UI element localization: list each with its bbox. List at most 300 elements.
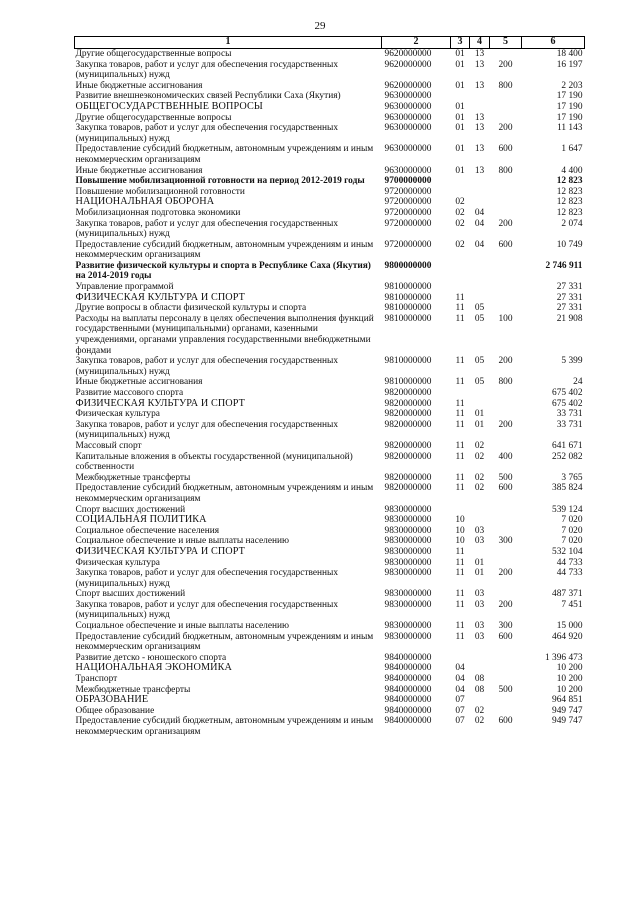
row-name: Закупка товаров, работ и услуг для обеспечения государственных (муниципальных) нужд bbox=[75, 218, 339, 240]
row-vr-code bbox=[490, 208, 522, 219]
row-amount: 27 331 bbox=[556, 282, 583, 293]
page-number: 29 bbox=[314, 20, 326, 32]
row-kcsr-code: 9700000000 bbox=[384, 176, 432, 187]
row-amount: 252 082 bbox=[552, 451, 583, 462]
table-row bbox=[75, 483, 585, 504]
row-pr-code: 01 bbox=[474, 568, 485, 579]
row-amount: 15 000 bbox=[556, 621, 583, 632]
row-vr-code bbox=[490, 589, 522, 600]
row-name: Массовый спорт bbox=[75, 440, 142, 451]
row-rz-code: 02 bbox=[455, 239, 465, 250]
row-kcsr-code: 9820000000 bbox=[384, 409, 432, 420]
row-vr-code: 400 bbox=[498, 451, 513, 462]
row-name: Транспорт bbox=[75, 674, 118, 685]
row-pr-code: 04 bbox=[474, 218, 485, 229]
row-amount: 44 733 bbox=[556, 557, 583, 568]
table-row bbox=[75, 102, 585, 113]
row-amount: 964 851 bbox=[552, 695, 583, 706]
row-rz-code: 02 bbox=[455, 197, 465, 208]
row-amount: 27 331 bbox=[556, 303, 583, 314]
row-pr-code bbox=[470, 176, 490, 187]
row-rz-code: 11 bbox=[455, 292, 465, 303]
row-vr-code bbox=[490, 293, 522, 304]
table-row bbox=[75, 197, 585, 208]
row-pr-code: 05 bbox=[474, 377, 485, 388]
row-rz-code: 01 bbox=[455, 165, 465, 176]
row-pr-code: 13 bbox=[474, 80, 485, 91]
row-name: Другие вопросы в области физической культуры и спорта bbox=[75, 303, 307, 314]
row-kcsr-code: 9630000000 bbox=[384, 123, 432, 134]
row-rz-code: 01 bbox=[455, 123, 465, 134]
row-rz-code: 07 bbox=[455, 716, 465, 727]
row-amount: 44 733 bbox=[556, 568, 583, 579]
row-vr-code: 200 bbox=[498, 218, 513, 229]
table-row bbox=[75, 558, 585, 569]
row-name: Мобилизационная подготовка экономики bbox=[75, 207, 241, 218]
table-row bbox=[75, 473, 585, 484]
row-rz-code: 01 bbox=[455, 59, 465, 70]
row-vr-code bbox=[490, 706, 522, 717]
row-kcsr-code: 9800000000 bbox=[384, 260, 432, 271]
row-name: НАЦИОНАЛЬНАЯ ОБОРОНА bbox=[75, 196, 215, 208]
row-vr-code bbox=[490, 558, 522, 569]
row-pr-code: 02 bbox=[474, 716, 485, 727]
row-kcsr-code: 9810000000 bbox=[384, 292, 432, 303]
row-pr-code bbox=[470, 505, 490, 516]
row-pr-code: 05 bbox=[474, 303, 485, 314]
row-kcsr-code: 9810000000 bbox=[384, 356, 432, 367]
row-rz-code: 11 bbox=[455, 599, 465, 610]
row-amount: 7 020 bbox=[561, 525, 583, 536]
table-row bbox=[75, 388, 585, 399]
row-name: Другие общегосударственные вопросы bbox=[75, 112, 232, 123]
row-pr-code: 13 bbox=[474, 144, 485, 155]
row-amount: 33 731 bbox=[556, 419, 583, 430]
col-header-rz: 3 bbox=[451, 37, 470, 49]
row-name: Социальное обеспечение населения bbox=[75, 525, 220, 536]
row-amount: 675 402 bbox=[552, 388, 583, 398]
row-amount: 17 190 bbox=[556, 101, 583, 112]
row-pr-code bbox=[470, 388, 490, 399]
table-row bbox=[75, 568, 585, 589]
row-rz-code: 11 bbox=[455, 483, 465, 494]
row-kcsr-code: 9720000000 bbox=[384, 186, 432, 197]
row-rz-code: 04 bbox=[455, 684, 465, 695]
row-kcsr-code: 9840000000 bbox=[384, 695, 432, 706]
row-amount: 24 bbox=[573, 377, 583, 388]
row-rz-code bbox=[451, 176, 470, 187]
row-name: Развитие внешнеэкономических связей Республики Саха (Якутия) bbox=[75, 91, 341, 102]
row-kcsr-code: 9820000000 bbox=[384, 388, 432, 398]
row-vr-code bbox=[490, 102, 522, 113]
row-vr-code bbox=[490, 515, 522, 526]
col-header-vr: 5 bbox=[490, 37, 522, 49]
row-kcsr-code: 9830000000 bbox=[384, 599, 432, 610]
row-name: Спорт высших достижений bbox=[75, 504, 186, 515]
row-rz-code: 10 bbox=[455, 536, 465, 547]
row-kcsr-code: 9830000000 bbox=[384, 525, 432, 536]
row-rz-code: 11 bbox=[455, 409, 465, 420]
row-pr-code bbox=[470, 663, 490, 674]
row-name: Закупка товаров, работ и услуг для обеспечения государственных (муниципальных) нужд bbox=[75, 599, 339, 621]
row-kcsr-code: 9840000000 bbox=[384, 674, 432, 685]
row-name: Межбюджетные трансферты bbox=[75, 472, 191, 483]
row-amount: 1 647 bbox=[561, 144, 583, 155]
row-amount: 18 400 bbox=[556, 49, 583, 59]
row-pr-code: 02 bbox=[474, 705, 485, 716]
row-kcsr-code: 9840000000 bbox=[384, 663, 432, 674]
row-vr-code bbox=[490, 526, 522, 537]
row-vr-code bbox=[490, 653, 522, 664]
row-name: Предоставление субсидий бюджетным, автономным учреждениям и иным некоммерческим организациям bbox=[75, 716, 374, 737]
col-header-pr: 4 bbox=[470, 37, 490, 49]
row-vr-code: 600 bbox=[498, 144, 513, 155]
table-row bbox=[75, 60, 585, 81]
row-amount: 539 124 bbox=[552, 504, 583, 515]
row-kcsr-code: 9840000000 bbox=[384, 716, 432, 727]
row-kcsr-code: 9830000000 bbox=[384, 515, 432, 526]
row-pr-code: 13 bbox=[474, 49, 485, 59]
table-row bbox=[75, 600, 585, 621]
table-row bbox=[75, 663, 585, 674]
table-row bbox=[75, 420, 585, 441]
row-amount: 5 399 bbox=[561, 356, 583, 367]
row-pr-code bbox=[470, 197, 490, 208]
row-amount: 464 920 bbox=[552, 631, 583, 642]
row-name: ОБРАЗОВАНИЕ bbox=[75, 694, 149, 706]
table-row bbox=[75, 441, 585, 452]
row-kcsr-code: 9810000000 bbox=[384, 377, 432, 388]
row-name: НАЦИОНАЛЬНАЯ ЭКОНОМИКА bbox=[75, 662, 232, 674]
row-name: ОБЩЕГОСУДАРСТВЕННЫЕ ВОПРОСЫ bbox=[75, 100, 263, 112]
row-rz-code: 11 bbox=[455, 303, 465, 314]
row-pr-code: 03 bbox=[474, 589, 485, 600]
row-name: Предоставление субсидий бюджетным, автономным учреждениям и иным некоммерческим организациям bbox=[75, 483, 374, 504]
row-pr-code: 02 bbox=[474, 483, 485, 494]
row-pr-code: 02 bbox=[474, 451, 485, 462]
table-row bbox=[75, 49, 585, 60]
budget-table bbox=[74, 36, 585, 738]
row-kcsr-code: 9630000000 bbox=[384, 144, 432, 155]
row-rz-code: 11 bbox=[455, 356, 465, 367]
table-row bbox=[75, 685, 585, 696]
row-name: Развитие детско - юношеского спорта bbox=[75, 652, 227, 663]
row-amount: 10 200 bbox=[556, 674, 583, 685]
row-rz-code: 04 bbox=[455, 674, 465, 685]
row-name: Физическая культура bbox=[75, 557, 160, 568]
row-vr-code: 200 bbox=[498, 599, 513, 610]
row-kcsr-code: 9820000000 bbox=[384, 398, 432, 409]
row-vr-code: 800 bbox=[498, 80, 513, 91]
row-rz-code: 02 bbox=[455, 218, 465, 229]
row-rz-code: 11 bbox=[455, 589, 465, 600]
row-kcsr-code: 9720000000 bbox=[384, 218, 432, 229]
row-name: СОЦИАЛЬНАЯ ПОЛИТИКА bbox=[75, 514, 207, 526]
row-rz-code bbox=[451, 505, 470, 516]
table-row bbox=[75, 123, 585, 144]
row-rz-code: 11 bbox=[455, 313, 465, 324]
row-name: ФИЗИЧЕСКАЯ КУЛЬТУРА И СПОРТ bbox=[75, 291, 245, 303]
row-kcsr-code: 9830000000 bbox=[384, 557, 432, 568]
row-name: Предоставление субсидий бюджетным, автономным учреждениям и иным некоммерческим организациям bbox=[75, 239, 374, 261]
row-vr-code: 200 bbox=[498, 356, 513, 367]
row-name: Иные бюджетные ассигнования bbox=[75, 80, 203, 91]
row-rz-code: 11 bbox=[455, 557, 465, 568]
row-pr-code: 04 bbox=[474, 207, 485, 218]
table-row bbox=[75, 166, 585, 177]
row-rz-code: 02 bbox=[455, 207, 465, 218]
row-pr-code: 02 bbox=[474, 440, 485, 451]
row-pr-code bbox=[470, 547, 490, 558]
row-amount: 17 190 bbox=[556, 91, 583, 102]
row-rz-code: 11 bbox=[455, 568, 465, 579]
row-pr-code: 05 bbox=[474, 313, 485, 324]
row-pr-code: 13 bbox=[474, 123, 485, 134]
table-row bbox=[75, 409, 585, 420]
table-body bbox=[75, 49, 585, 738]
row-amount: 17 190 bbox=[556, 112, 583, 123]
table-row bbox=[75, 695, 585, 706]
row-amount: 385 824 bbox=[552, 483, 583, 494]
row-amount: 949 747 bbox=[552, 716, 583, 727]
row-pr-code: 03 bbox=[474, 621, 485, 632]
row-pr-code: 03 bbox=[474, 631, 485, 642]
table-row bbox=[75, 356, 585, 377]
row-rz-code: 10 bbox=[455, 525, 465, 536]
col-header-kcsr: 2 bbox=[382, 37, 451, 49]
row-amount: 12 823 bbox=[556, 186, 583, 197]
row-vr-code: 600 bbox=[498, 483, 513, 494]
row-vr-code bbox=[490, 197, 522, 208]
table-row bbox=[75, 208, 585, 219]
row-rz-code: 01 bbox=[455, 80, 465, 91]
row-name: Другие общегосударственные вопросы bbox=[75, 49, 232, 59]
row-kcsr-code: 9810000000 bbox=[384, 303, 432, 314]
row-rz-code: 01 bbox=[455, 101, 465, 112]
row-vr-code bbox=[490, 388, 522, 399]
row-vr-code bbox=[490, 663, 522, 674]
table-row bbox=[75, 706, 585, 717]
row-pr-code: 03 bbox=[474, 599, 485, 610]
row-amount: 12 823 bbox=[556, 176, 583, 187]
row-rz-code: 11 bbox=[455, 440, 465, 451]
row-amount: 11 143 bbox=[557, 123, 583, 134]
row-kcsr-code: 9720000000 bbox=[384, 207, 432, 218]
row-name: ФИЗИЧЕСКАЯ КУЛЬТУРА И СПОРТ bbox=[75, 397, 245, 409]
row-kcsr-code: 9630000000 bbox=[384, 165, 432, 176]
row-pr-code: 01 bbox=[474, 419, 485, 430]
row-pr-code: 03 bbox=[474, 536, 485, 547]
row-rz-code: 01 bbox=[455, 49, 465, 59]
row-amount: 33 731 bbox=[556, 409, 583, 420]
table-row bbox=[75, 293, 585, 304]
row-vr-code bbox=[490, 303, 522, 314]
row-kcsr-code: 9820000000 bbox=[384, 440, 432, 451]
table-row bbox=[75, 113, 585, 124]
row-rz-code: 01 bbox=[455, 144, 465, 155]
row-rz-code: 01 bbox=[455, 112, 465, 123]
row-kcsr-code: 9830000000 bbox=[384, 568, 432, 579]
col-header-sum: 6 bbox=[522, 37, 585, 49]
row-kcsr-code: 9620000000 bbox=[384, 59, 432, 70]
row-pr-code: 08 bbox=[474, 674, 485, 685]
row-rz-code: 11 bbox=[455, 377, 465, 388]
col-header-name: 1 bbox=[75, 37, 382, 49]
row-pr-code bbox=[470, 399, 490, 410]
row-amount: 3 765 bbox=[561, 472, 583, 483]
row-name: Социальное обеспечение и иные выплаты населению bbox=[75, 536, 290, 547]
row-amount: 12 823 bbox=[556, 207, 583, 218]
row-vr-code bbox=[490, 261, 522, 282]
table-row bbox=[75, 261, 585, 282]
table-row bbox=[75, 399, 585, 410]
row-name: Предоставление субсидий бюджетным, автономным учреждениям и иным некоммерческим организациям bbox=[75, 144, 374, 165]
row-name: Закупка товаров, работ и услуг для обеспечения государственных (муниципальных) нужд bbox=[75, 419, 339, 441]
row-amount: 27 331 bbox=[556, 292, 583, 303]
row-vr-code: 100 bbox=[498, 313, 513, 324]
table-row bbox=[75, 303, 585, 314]
row-kcsr-code: 9820000000 bbox=[384, 419, 432, 430]
row-name: Спорт высших достижений bbox=[75, 589, 186, 600]
row-amount: 4 400 bbox=[561, 165, 583, 176]
row-amount: 10 200 bbox=[556, 663, 583, 674]
row-pr-code: 01 bbox=[474, 557, 485, 568]
row-pr-code: 04 bbox=[474, 239, 485, 250]
row-pr-code: 08 bbox=[474, 684, 485, 695]
table-row bbox=[75, 716, 585, 737]
row-amount: 675 402 bbox=[552, 398, 583, 409]
row-pr-code bbox=[470, 261, 490, 282]
row-rz-code: 11 bbox=[455, 472, 465, 483]
row-vr-code: 500 bbox=[498, 472, 513, 483]
row-rz-code: 11 bbox=[455, 451, 465, 462]
row-name: Общее образование bbox=[75, 705, 155, 716]
row-kcsr-code: 9830000000 bbox=[384, 631, 432, 642]
table-row bbox=[75, 515, 585, 526]
row-rz-code bbox=[451, 91, 470, 102]
row-kcsr-code: 9820000000 bbox=[384, 451, 432, 462]
row-pr-code bbox=[470, 293, 490, 304]
table-row bbox=[75, 674, 585, 685]
row-pr-code: 13 bbox=[474, 165, 485, 176]
row-vr-code: 800 bbox=[498, 165, 513, 176]
row-vr-code bbox=[490, 187, 522, 198]
row-rz-code bbox=[451, 388, 470, 399]
row-vr-code bbox=[490, 674, 522, 685]
row-amount: 21 908 bbox=[556, 313, 583, 324]
row-vr-code bbox=[490, 49, 522, 60]
row-pr-code bbox=[470, 653, 490, 664]
row-rz-code bbox=[451, 187, 470, 198]
row-amount: 532 104 bbox=[552, 546, 583, 557]
row-pr-code: 13 bbox=[474, 112, 485, 123]
row-amount: 7 451 bbox=[561, 599, 583, 610]
table-row bbox=[75, 632, 585, 653]
row-rz-code: 04 bbox=[455, 663, 465, 674]
table-row bbox=[75, 176, 585, 187]
row-name: Иные бюджетные ассигнования bbox=[75, 377, 203, 388]
row-rz-code bbox=[451, 653, 470, 664]
row-kcsr-code: 9630000000 bbox=[384, 91, 432, 102]
table-row bbox=[75, 314, 585, 356]
row-vr-code bbox=[490, 176, 522, 187]
row-name: Управление программой bbox=[75, 282, 174, 293]
row-rz-code: 07 bbox=[455, 705, 465, 716]
row-name: Предоставление субсидий бюджетным, автономным учреждениям и иным некоммерческим организациям bbox=[75, 631, 374, 653]
row-name: Закупка товаров, работ и услуг для обеспечения государственных (муниципальных) нужд bbox=[75, 356, 339, 377]
row-kcsr-code: 9840000000 bbox=[384, 684, 432, 695]
row-pr-code: 03 bbox=[474, 525, 485, 536]
row-name: Развитие массового спорта bbox=[75, 388, 184, 398]
row-amount: 949 747 bbox=[552, 705, 583, 716]
row-name: Повышение мобилизационной готовности bbox=[75, 186, 245, 197]
row-kcsr-code: 9830000000 bbox=[384, 621, 432, 632]
row-kcsr-code: 9720000000 bbox=[384, 239, 432, 250]
table-row bbox=[75, 621, 585, 632]
row-kcsr-code: 9820000000 bbox=[384, 472, 432, 483]
row-amount: 2 746 911 bbox=[545, 260, 583, 271]
row-kcsr-code: 9820000000 bbox=[384, 483, 432, 494]
row-vr-code: 800 bbox=[498, 377, 513, 388]
row-name: Повышение мобилизационной готовности на период 2012-2019 годы bbox=[75, 176, 365, 187]
table-header-row bbox=[75, 37, 585, 49]
row-rz-code: 11 bbox=[455, 621, 465, 632]
row-amount: 16 197 bbox=[556, 59, 583, 70]
row-kcsr-code: 9830000000 bbox=[384, 504, 432, 515]
row-kcsr-code: 9840000000 bbox=[384, 652, 432, 663]
row-amount: 641 671 bbox=[552, 440, 583, 451]
table-row bbox=[75, 547, 585, 558]
table-row bbox=[75, 219, 585, 240]
row-kcsr-code: 9830000000 bbox=[384, 589, 432, 600]
row-rz-code: 11 bbox=[455, 398, 465, 409]
row-name: Капитальные вложения в объекты государственной (муниципальной) собственности bbox=[75, 451, 353, 473]
row-pr-code: 02 bbox=[474, 472, 485, 483]
row-pr-code: 01 bbox=[474, 409, 485, 420]
row-pr-code bbox=[470, 695, 490, 706]
row-rz-code: 11 bbox=[455, 546, 465, 557]
row-amount: 2 074 bbox=[561, 218, 583, 229]
row-name: Закупка товаров, работ и услуг для обеспечения государственных (муниципальных) нужд bbox=[75, 123, 339, 144]
row-rz-code bbox=[451, 282, 470, 293]
table-row bbox=[75, 377, 585, 388]
table-row bbox=[75, 240, 585, 261]
row-amount: 7 020 bbox=[561, 536, 583, 547]
row-pr-code bbox=[470, 187, 490, 198]
row-amount: 7 020 bbox=[561, 515, 583, 526]
row-name: Социальное обеспечение и иные выплаты населению bbox=[75, 621, 290, 632]
table-row bbox=[75, 144, 585, 165]
row-kcsr-code: 9630000000 bbox=[384, 112, 432, 123]
row-amount: 1 396 473 bbox=[545, 652, 583, 663]
table-row bbox=[75, 81, 585, 92]
row-vr-code: 600 bbox=[498, 239, 513, 250]
row-kcsr-code: 9810000000 bbox=[384, 313, 432, 324]
row-vr-code bbox=[490, 695, 522, 706]
row-pr-code bbox=[470, 102, 490, 113]
row-pr-code: 13 bbox=[474, 59, 485, 70]
row-amount: 2 203 bbox=[561, 80, 583, 91]
table-row bbox=[75, 589, 585, 600]
row-rz-code: 11 bbox=[455, 631, 465, 642]
row-kcsr-code: 9840000000 bbox=[384, 705, 432, 716]
row-vr-code bbox=[490, 399, 522, 410]
row-vr-code bbox=[490, 441, 522, 452]
row-kcsr-code: 9620000000 bbox=[384, 80, 432, 91]
row-kcsr-code: 9620000000 bbox=[384, 49, 432, 59]
row-vr-code: 200 bbox=[498, 419, 513, 430]
row-amount: 10 200 bbox=[556, 684, 583, 695]
